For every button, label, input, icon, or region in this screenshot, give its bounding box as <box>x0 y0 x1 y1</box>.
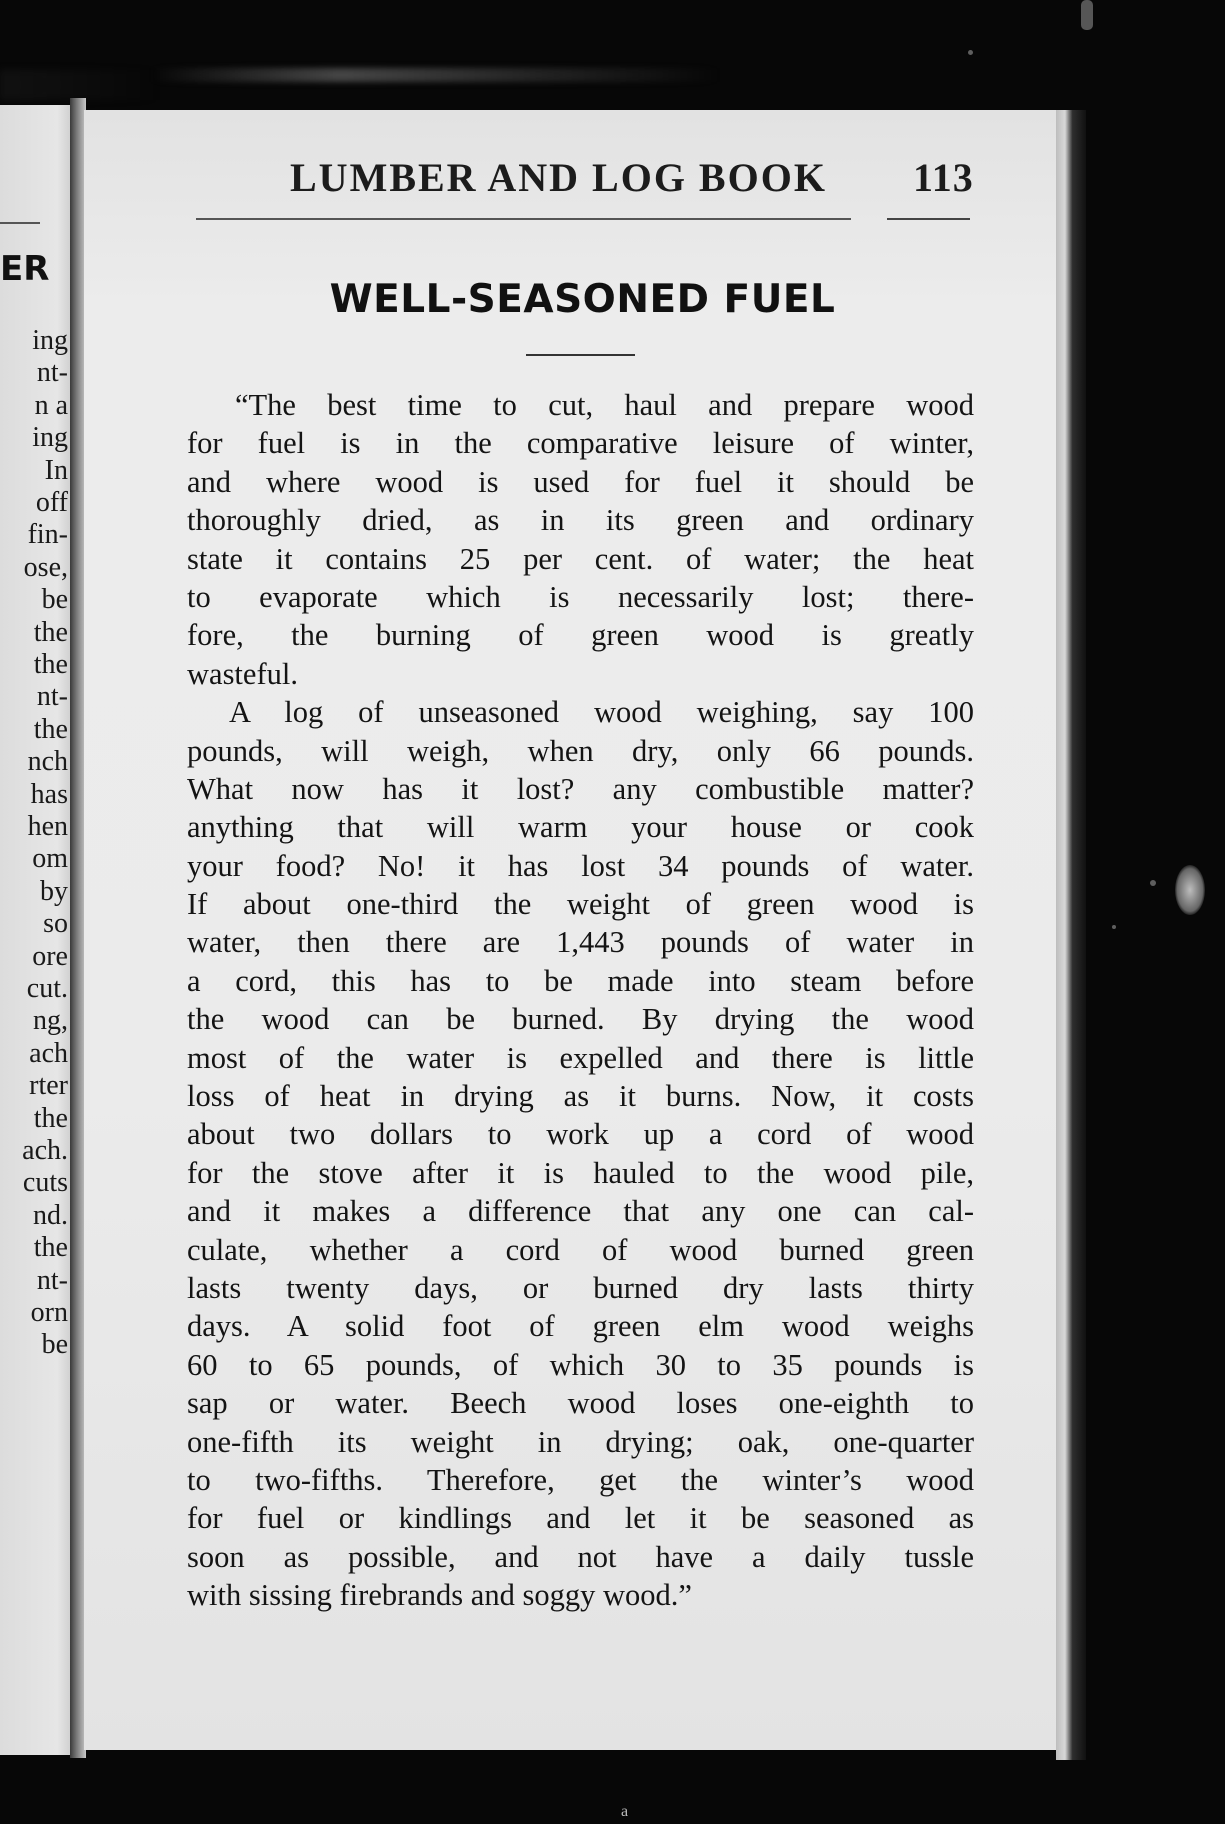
previous-page-line-fragment: the <box>33 616 68 648</box>
text-line: anything that will warm your house or cook <box>187 810 974 845</box>
previous-page-line-fragment: nt- <box>36 681 68 713</box>
previous-page-line-fragment: ing <box>32 422 68 454</box>
previous-page-line-fragment: nch <box>27 746 68 778</box>
previous-page-line-fragment: the <box>33 1232 68 1264</box>
previous-page-line-fragment: the <box>33 713 68 745</box>
previous-page-line-fragment: off <box>35 487 68 518</box>
previous-page-line-fragment: ose, <box>23 551 68 583</box>
text-line: lasts twenty days, or burned dry lasts thirty <box>187 1270 974 1305</box>
text-line: culate, whether a cord of wood burned green <box>187 1232 974 1267</box>
previous-page-line-fragment: has <box>30 778 68 810</box>
previous-page-line-fragment: hen <box>27 811 68 842</box>
page-edge-shadow <box>1056 110 1086 1760</box>
text-line: for fuel is in the comparative leisure of winter, <box>187 426 974 461</box>
text-line: A log of unseasoned wood weighing, say 100 <box>229 695 974 730</box>
text-line: wasteful. <box>187 656 298 691</box>
text-line: one-fifth its weight in drying; oak, one-quarter <box>187 1424 974 1459</box>
scan-speck <box>1112 925 1116 929</box>
text-line: thoroughly dried, as in its green and ordinary <box>187 503 974 538</box>
previous-page-line-fragment: In <box>44 454 68 486</box>
previous-page-line-fragment: the <box>33 649 68 680</box>
title-rule <box>526 354 635 356</box>
text-line: and where wood is used for fuel it should be <box>187 464 974 499</box>
text-line: state it contains 25 per cent. of water; the heat <box>187 541 974 576</box>
previous-page-line-fragment: fin- <box>27 519 68 551</box>
running-head-title: LUMBER AND LOG BOOK <box>290 155 827 200</box>
text-line: your food? No! it has lost 34 pounds of water. <box>187 848 974 883</box>
previous-page-line-fragment: ore <box>32 940 68 972</box>
text-line: for fuel or kindlings and let it be seasoned as <box>187 1501 974 1536</box>
page-number: 113 <box>913 155 974 200</box>
text-line: fore, the burning of green wood is greatly <box>187 618 974 653</box>
article-title: WELL-SEASONED FUEL <box>329 277 836 322</box>
scan-smear-top <box>150 68 720 82</box>
text-line: days. A solid foot of green elm wood weighs <box>187 1309 974 1344</box>
text-line: about two dollars to work up a cord of wood <box>187 1117 974 1152</box>
text-line: the wood can be burned. By drying the wood <box>187 1002 974 1037</box>
previous-page-heading-fragment: ER <box>0 249 50 289</box>
text-line: loss of heat in drying as it burns. Now, it costs <box>187 1079 974 1114</box>
text-line: with sissing firebrands and soggy wood.” <box>187 1578 692 1613</box>
scan-corner-mark <box>1081 0 1093 30</box>
previous-page-line-fragment: cuts <box>22 1167 68 1199</box>
previous-page-line-fragment: n a <box>34 389 68 421</box>
previous-page-rule <box>0 222 40 224</box>
previous-page-line-fragment: ng, <box>33 1005 68 1037</box>
text-line: most of the water is expelled and there is little <box>187 1040 974 1075</box>
previous-page-line-fragment: nd. <box>33 1199 68 1231</box>
previous-page-line-fragment: ach <box>29 1037 68 1069</box>
running-head <box>290 155 974 200</box>
previous-page-line-fragment: by <box>40 875 68 907</box>
scan-blob <box>1175 865 1205 915</box>
previous-page-line-fragment: ach. <box>22 1135 68 1166</box>
text-line: to two-fifths. Therefore, get the winter’s wood <box>187 1462 974 1497</box>
scan-speck <box>968 50 973 55</box>
previous-page-line-fragment: be <box>41 584 68 616</box>
running-head-rule <box>196 218 851 220</box>
text-line: for the stove after it is hauled to the wood pile, <box>187 1155 974 1190</box>
article-body <box>187 386 974 1615</box>
text-line: a cord, this has to be made into steam before <box>187 963 974 998</box>
previous-page-line-fragment: ing <box>32 325 68 356</box>
text-line: “The best time to cut, haul and prepare wood <box>235 388 974 422</box>
text-line: pounds, will weigh, when dry, only 66 pounds. <box>187 733 974 768</box>
text-line: water, then there are 1,443 pounds of water in <box>187 925 974 960</box>
text-line: sap or water. Beech wood loses one-eighth to <box>187 1386 974 1421</box>
text-line: soon as possible, and not have a daily tussle <box>187 1539 974 1574</box>
text-line: 60 to 65 pounds, of which 30 to 35 pounds is <box>187 1347 974 1382</box>
text-line: to evaporate which is necessarily lost; there- <box>187 579 974 614</box>
scan-smear-left <box>0 70 160 100</box>
previous-page-line-fragment: cut. <box>26 973 68 1004</box>
text-line: and it makes a difference that any one can cal- <box>187 1194 974 1229</box>
previous-page-line-fragment: orn <box>30 1297 68 1328</box>
running-head-rule-short <box>887 218 970 220</box>
previous-page-line-fragment: so <box>43 908 68 940</box>
previous-page-line-fragment: om <box>32 843 68 875</box>
text-line: If about one-third the weight of green wood is <box>187 887 974 922</box>
previous-page-line-fragment: nt- <box>36 1264 68 1296</box>
previous-page-line-fragment: be <box>41 1329 68 1361</box>
text-line: What now has it lost? any combustible matter? <box>187 771 974 806</box>
scan-speck <box>1150 880 1156 886</box>
previous-page-line-fragment: rter <box>29 1070 68 1102</box>
previous-page-line-fragment: nt- <box>36 357 68 389</box>
previous-page-line-fragment: the <box>33 1102 68 1134</box>
bottom-mark: a <box>621 1803 629 1820</box>
